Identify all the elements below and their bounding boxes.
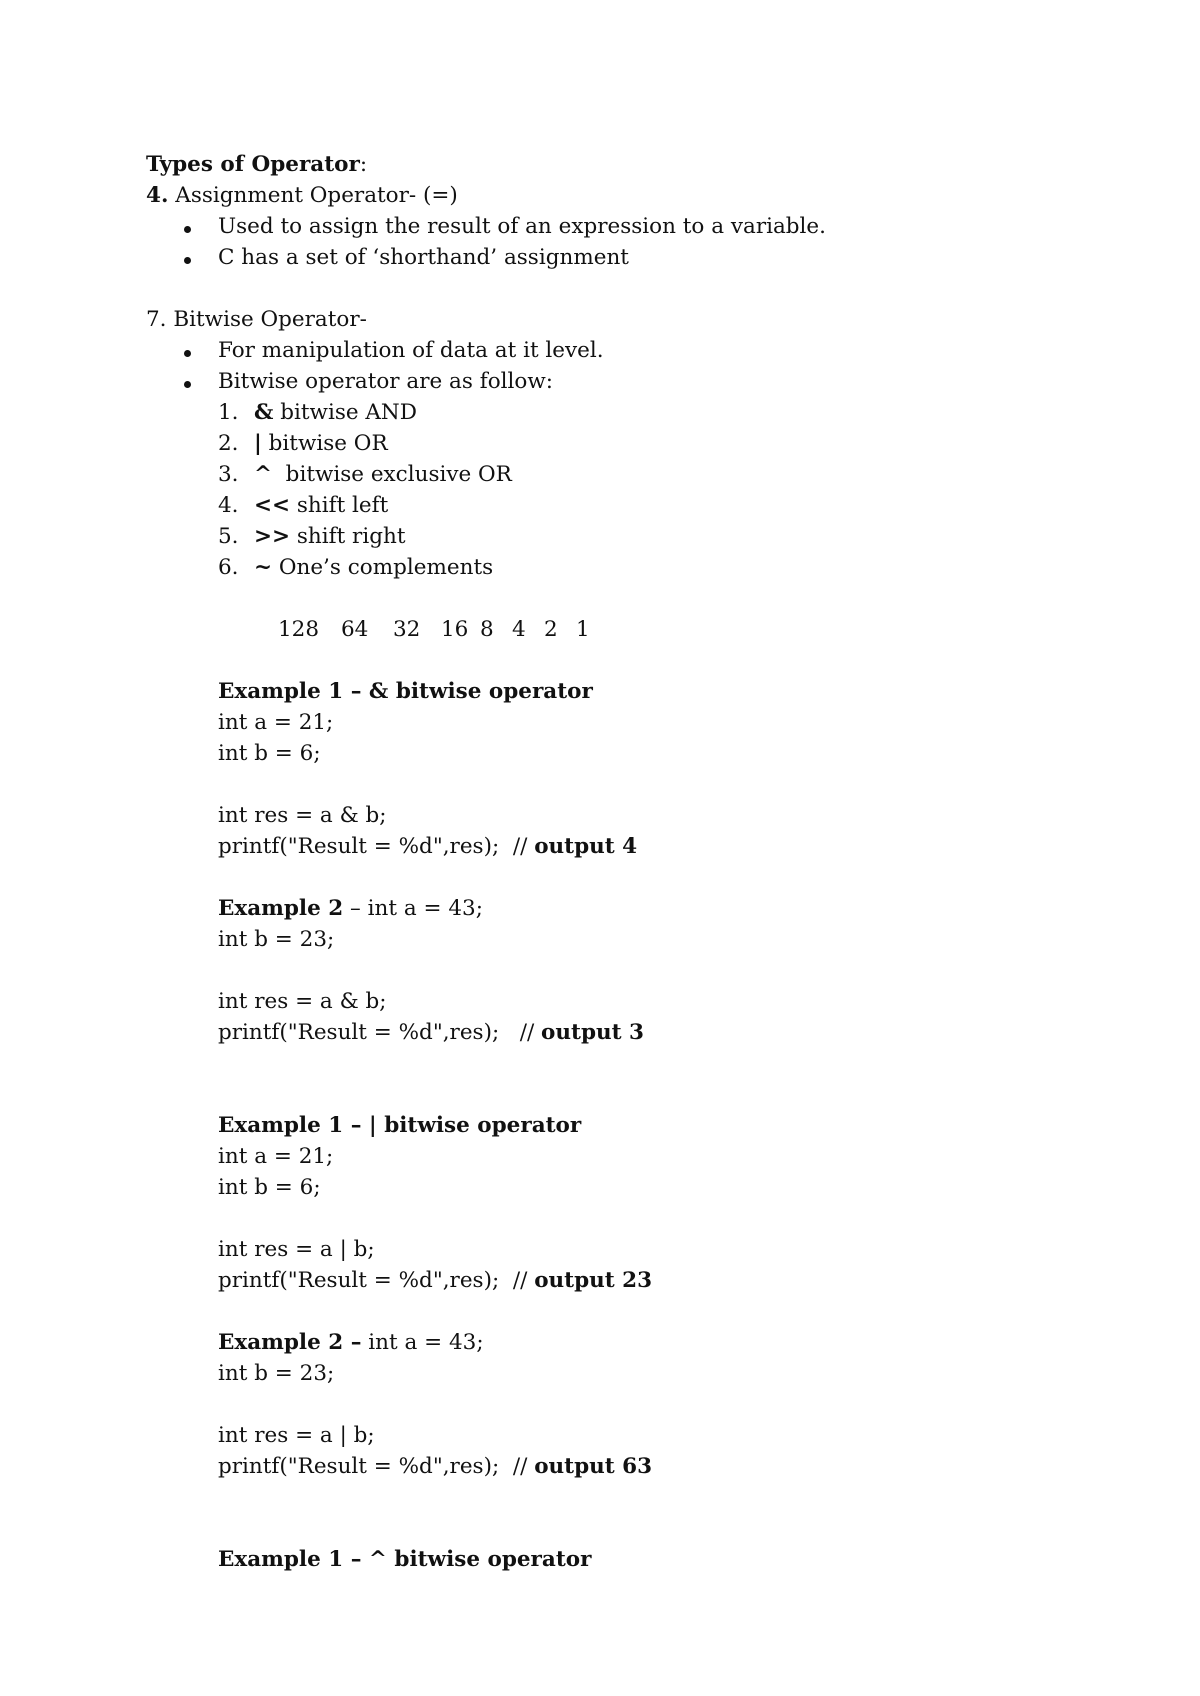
code-line: int res = a & b; bbox=[218, 989, 387, 1014]
heading-title: Types of Operator bbox=[146, 152, 360, 177]
code-line: int b = 23; bbox=[218, 1361, 335, 1386]
bitwise-label: Bitwise Operator- bbox=[173, 307, 367, 332]
bitwise-bullet-2: Bitwise operator are as follow: bbox=[218, 369, 553, 394]
code-line: int a = 21; bbox=[218, 1144, 334, 1169]
section-heading bbox=[146, 149, 367, 180]
operator-list-item: 1. & bitwise AND bbox=[218, 400, 417, 425]
code-line: int res = a | b; bbox=[218, 1423, 375, 1448]
code-line: int b = 23; bbox=[218, 927, 335, 952]
code-printf-line: printf("Result = %d",res); // output 3 bbox=[218, 1020, 644, 1045]
assignment-number: 4. bbox=[146, 183, 169, 208]
operator-list-item: 4. << shift left bbox=[218, 493, 389, 518]
example-title: Example 2 – int a = 43; bbox=[218, 1330, 484, 1355]
bullet-dot bbox=[184, 381, 191, 388]
code-printf-line: printf("Result = %d",res); // output 23 bbox=[218, 1268, 653, 1293]
operator-list-item: 3. ^ bitwise exclusive OR bbox=[218, 462, 512, 487]
bullet-dot bbox=[184, 350, 191, 357]
code-line: int b = 6; bbox=[218, 741, 321, 766]
bit-weight: 16 bbox=[441, 617, 469, 642]
bitwise-number: 7. bbox=[146, 307, 167, 332]
operator-list-item: 6. ~ One’s complements bbox=[218, 555, 494, 580]
code-line: int b = 6; bbox=[218, 1175, 321, 1200]
heading-colon: : bbox=[359, 152, 368, 177]
code-line: int res = a & b; bbox=[218, 803, 387, 828]
output-value: output 4 bbox=[534, 834, 638, 859]
example-title: Example 1 – ^ bitwise operator bbox=[218, 1547, 592, 1572]
assignment-bullet-1: Used to assign the result of an expression to a variable. bbox=[218, 214, 826, 239]
output-value: output 63 bbox=[534, 1454, 653, 1479]
code-printf-line: printf("Result = %d",res); // output 4 bbox=[218, 834, 638, 859]
output-value: output 3 bbox=[541, 1020, 644, 1045]
bit-weight: 32 bbox=[393, 617, 421, 642]
bullet-dot bbox=[184, 257, 191, 264]
example-title: Example 2 – int a = 43; bbox=[218, 896, 483, 921]
assignment-operator-heading bbox=[146, 180, 458, 211]
bit-weight: 4 bbox=[512, 617, 526, 642]
assignment-label: Assignment Operator- (=) bbox=[175, 183, 458, 208]
assignment-bullet-2: C has a set of ‘shorthand’ assignment bbox=[218, 245, 629, 270]
bit-weight: 64 bbox=[341, 617, 369, 642]
example-title: Example 1 – & bitwise operator bbox=[218, 679, 593, 704]
bit-weights-row bbox=[278, 614, 590, 645]
code-line: int a = 21; bbox=[218, 710, 334, 735]
bit-weight: 128 bbox=[278, 617, 320, 642]
operator-list-item: 5. >> shift right bbox=[218, 524, 406, 549]
bullet-dot bbox=[184, 226, 191, 233]
bitwise-bullet-1: For manipulation of data at it level. bbox=[218, 338, 604, 363]
code-line: int res = a | b; bbox=[218, 1237, 375, 1262]
operator-list-item: 2. | bitwise OR bbox=[218, 431, 388, 456]
bit-weight: 1 bbox=[576, 617, 590, 642]
example-title: Example 1 – | bitwise operator bbox=[218, 1113, 582, 1138]
bit-weight: 8 bbox=[480, 617, 494, 642]
code-printf-line: printf("Result = %d",res); // output 63 bbox=[218, 1454, 653, 1479]
bitwise-operator-heading bbox=[146, 304, 367, 335]
bit-weight: 2 bbox=[544, 617, 558, 642]
output-value: output 23 bbox=[534, 1268, 653, 1293]
